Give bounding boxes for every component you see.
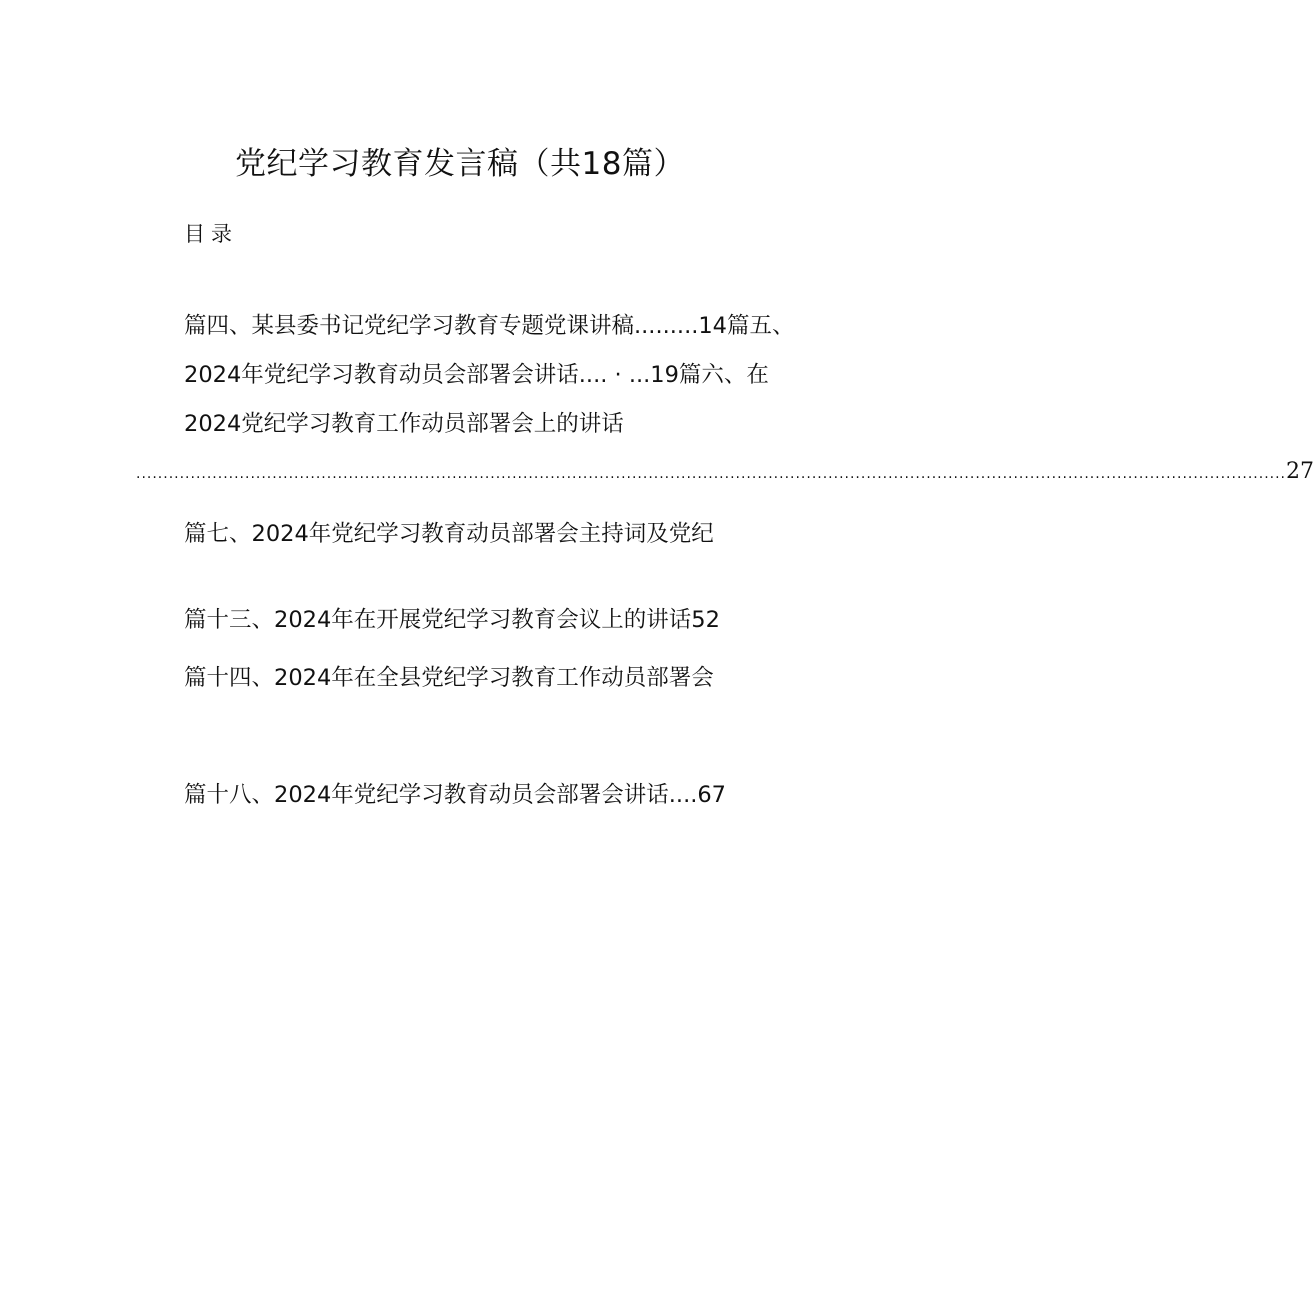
- toc-line: 篇七、2024年党纪学习教育动员部署会主持词及党纪: [184, 521, 714, 547]
- toc-leader-dots: ...................................................................................................................................................................................................................: [136, 466, 1286, 482]
- toc-line: 篇十四、2024年在全县党纪学习教育工作动员部署会: [184, 665, 714, 691]
- document-title: 党纪学习教育发言稿（共18篇）: [235, 146, 685, 182]
- toc-line: 篇十八、2024年党纪学习教育动员会部署会讲话....67: [184, 782, 727, 808]
- toc-line: 2024党纪学习教育工作动员部署会上的讲话: [184, 411, 624, 437]
- toc-page-number: 27: [1286, 459, 1314, 484]
- toc-line: 篇四、某县委书记党纪学习教育专题党课讲稿.........14篇五、: [184, 313, 795, 339]
- toc-leader-line: [136, 459, 1314, 484]
- toc-heading: 目录: [184, 222, 238, 246]
- toc-line: 2024年党纪学习教育动员会部署会讲话.... · ...19篇六、在: [184, 362, 769, 388]
- toc-line: 篇十三、2024年在开展党纪学习教育会议上的讲话52: [184, 607, 720, 633]
